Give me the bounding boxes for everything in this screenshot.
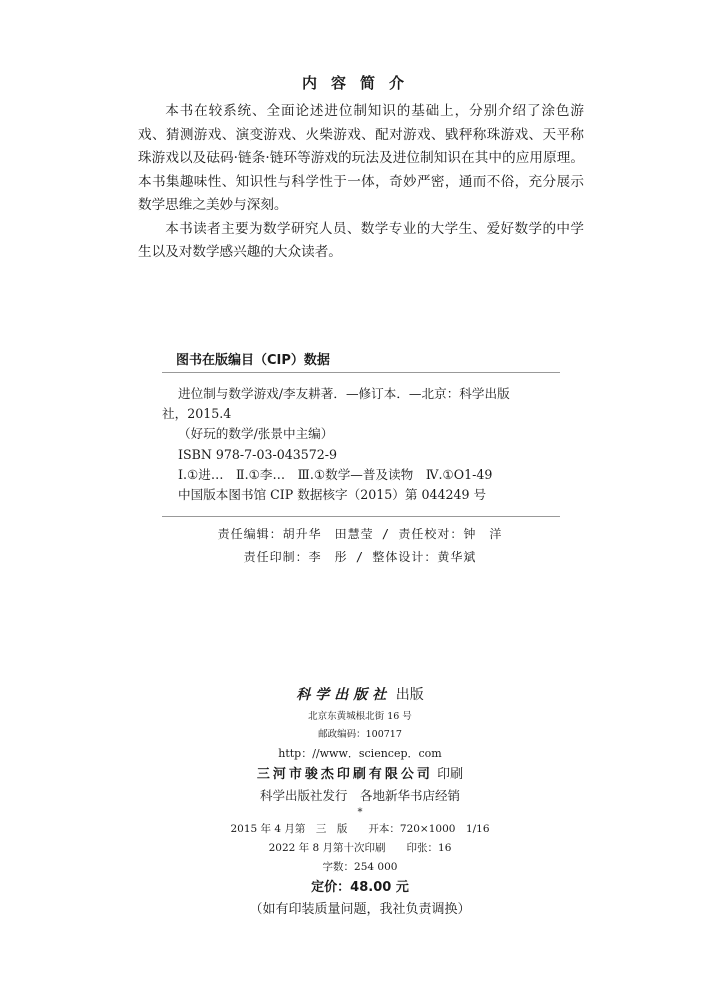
cip-line: （好玩的数学/张景中主编） xyxy=(178,426,334,442)
credits-line: 责任印制：李 彤 / 整体设计：黄华斌 xyxy=(243,550,477,564)
printer-suffix: 印刷 xyxy=(437,767,464,782)
cip-line: 进位制与数学游戏/李友耕著．—修订本．—北京：科学出版 xyxy=(178,386,510,401)
cip-line: 社，2015.4 xyxy=(162,406,232,422)
edition-line: 2015 年 4 月第 三 版 开本：720×1000 1/16 xyxy=(230,823,490,835)
summary-paragraph: 本书在较系统、全面论述进位制知识的基础上，分别介绍了涂色游戏、猜测游戏、演变游戏、火柴游戏、配对游戏、戥秤称珠游戏、天平称珠游戏以及砝码·链条·链环等游戏的玩法及进位制知识在其中的应用原理。本书集趣味性、知识性与科学性于一体，奇妙严密，通而不俗，充分展示数学思维之美妙与深刻。 xyxy=(138,103,584,213)
credits-line: 责任编辑：胡升华 田慧莹 / 责任校对：钟 洋 xyxy=(217,527,503,541)
summary-paragraph: 本书读者主要为数学研究人员、数学专业的大学生、爱好数学的中学生以及对数学感兴趣的大众读者。 xyxy=(138,220,584,260)
cip-line: 中国版本图书馆 CIP 数据核字（2015）第 044249 号 xyxy=(178,487,487,503)
publisher-address: 北京东黄城根北街 16 号 xyxy=(308,711,412,722)
printer-name: 三河市骏杰印刷有限公司 xyxy=(256,767,433,782)
quality-note: （如有印装质量问题，我社负责调换） xyxy=(249,902,471,917)
cip-line: ISBN 978-7-03-043572-9 xyxy=(178,446,338,462)
cip-line: Ⅰ.①进… Ⅱ.①李… Ⅲ.①数学—普及读物 Ⅳ.①O1-49 xyxy=(178,466,493,482)
price: 定价：48.00 元 xyxy=(311,880,409,895)
summary-body xyxy=(138,100,584,265)
publisher-line xyxy=(0,682,720,708)
separator-star: * xyxy=(357,807,363,818)
printing-line: 2022 年 8 月第十次印刷 印张：16 xyxy=(268,842,452,854)
publisher-name: 科学出版社 xyxy=(296,687,392,703)
distribution-line: 科学出版社发行 各地新华书店经销 xyxy=(259,788,460,803)
publisher-website: http：//www．sciencep．com xyxy=(278,747,442,760)
word-count: 字数：254 000 xyxy=(322,861,398,873)
printer-line xyxy=(0,764,720,786)
cip-heading: 图书在版编目（CIP）数据 xyxy=(176,353,330,368)
summary-title: 内容简介 xyxy=(301,74,418,92)
cip-top-rule xyxy=(162,372,560,373)
cip-block xyxy=(162,384,560,505)
cip-bottom-rule xyxy=(162,516,560,517)
credits-block xyxy=(0,523,720,569)
publisher-suffix: 出版 xyxy=(395,687,424,703)
imprint-block xyxy=(0,682,720,921)
publisher-postcode: 邮政编码：100717 xyxy=(318,729,402,740)
